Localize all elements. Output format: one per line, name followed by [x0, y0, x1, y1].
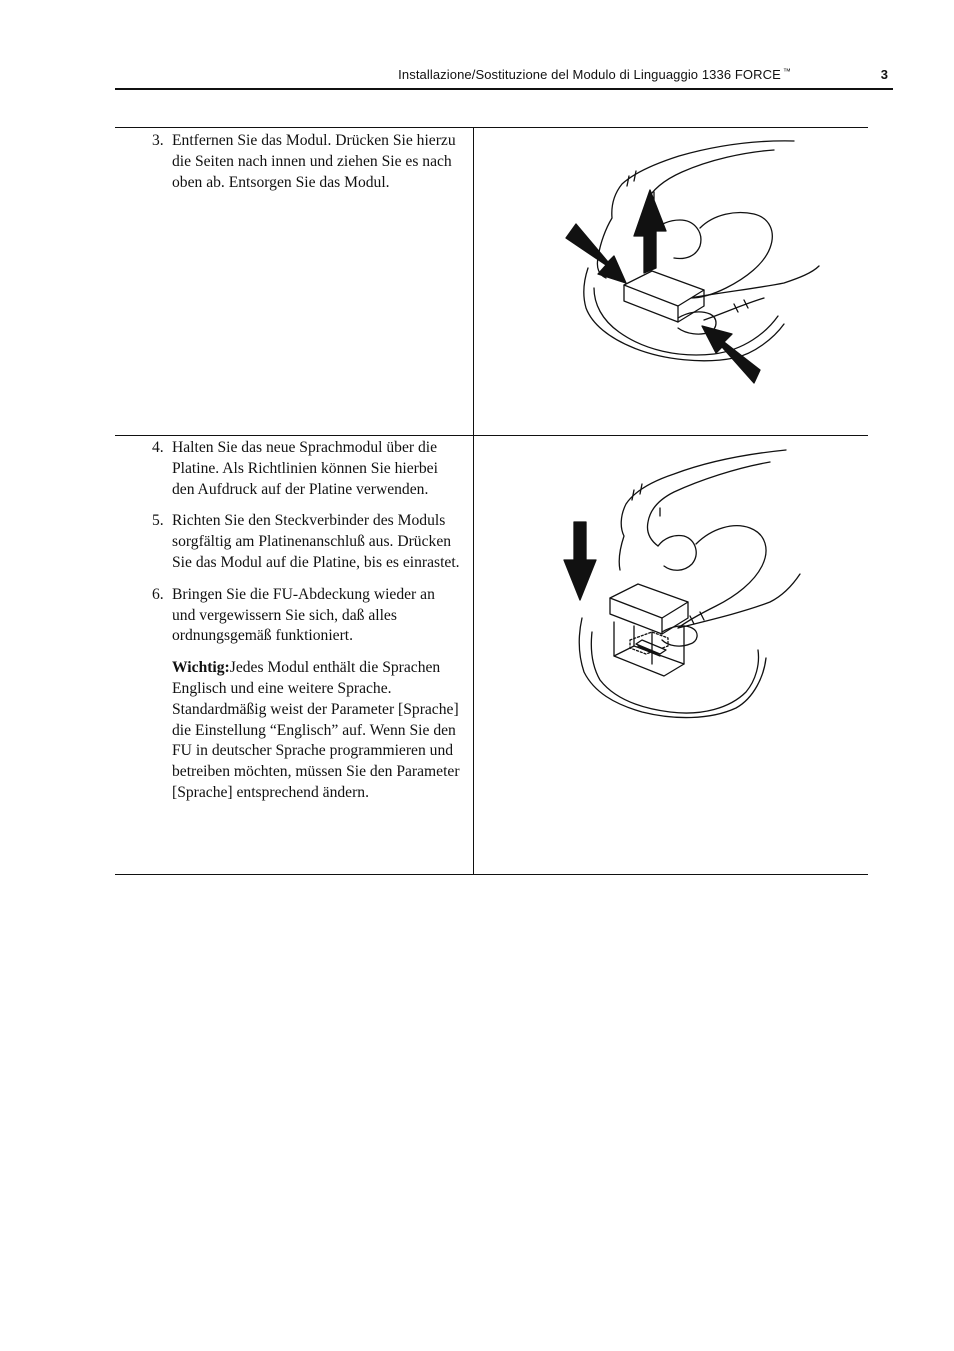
instruction-text-column — [115, 436, 474, 874]
instruction-row-install — [115, 435, 868, 875]
step-number: 4. — [152, 439, 164, 456]
hand-removing-module-illustration — [474, 128, 868, 436]
step-6 — [152, 585, 462, 647]
step-text: Halten Sie das neue Sprachmodul über die Platine. Als Richtlinien können Sie hierbei den Aufdruck auf der Platine verwenden. — [172, 439, 438, 498]
page-number: 3 — [880, 67, 888, 82]
step-4 — [152, 438, 462, 500]
trademark-symbol: ™ — [782, 67, 791, 76]
illustration-install-module — [474, 436, 868, 874]
important-note — [172, 658, 467, 804]
step-text: Bringen Sie die FU-Abdeckung wieder an und vergewissern Sie sich, daß alles ordnungsgemäß funktioniert. — [172, 585, 435, 645]
header-title: Installazione/Sostituzione del Modulo di Linguaggio 1336 FORCE ™ — [398, 67, 791, 82]
instruction-row-remove — [115, 127, 868, 436]
note-label: Wichtig: — [172, 659, 230, 677]
page-header — [115, 66, 893, 90]
illustration-remove-module — [474, 128, 868, 436]
step-number: 3. — [152, 132, 164, 149]
step-text: Entfernen Sie das Modul. Drücken Sie hierzu die Seiten nach innen und ziehen Sie es nach oben ab. Entsorgen Sie das Modul. — [172, 132, 456, 191]
note-text: Jedes Modul enthält die Sprachen Englisch und eine weitere Sprache. Standardmäßig weist der Parameter [Sprache] die Einstellung “Englisch” auf. Wenn Sie den FU in deutscher Sprache programmieren und betreiben möchten, müssen Sie den Parameter [Sprache] entsprechend ändern. — [172, 659, 460, 801]
hand-installing-module-illustration — [474, 436, 868, 874]
step-number: 6. — [152, 585, 164, 603]
step-5 — [152, 511, 462, 573]
instruction-text-column — [115, 128, 474, 436]
step-number: 5. — [152, 512, 164, 530]
step-3 — [152, 131, 462, 193]
step-text: Richten Sie den Steckverbinder des Moduls sorgfältig am Platinenanschluß aus. Drücken Sie das Modul auf die Platine, bis es einrastet. — [172, 512, 460, 571]
